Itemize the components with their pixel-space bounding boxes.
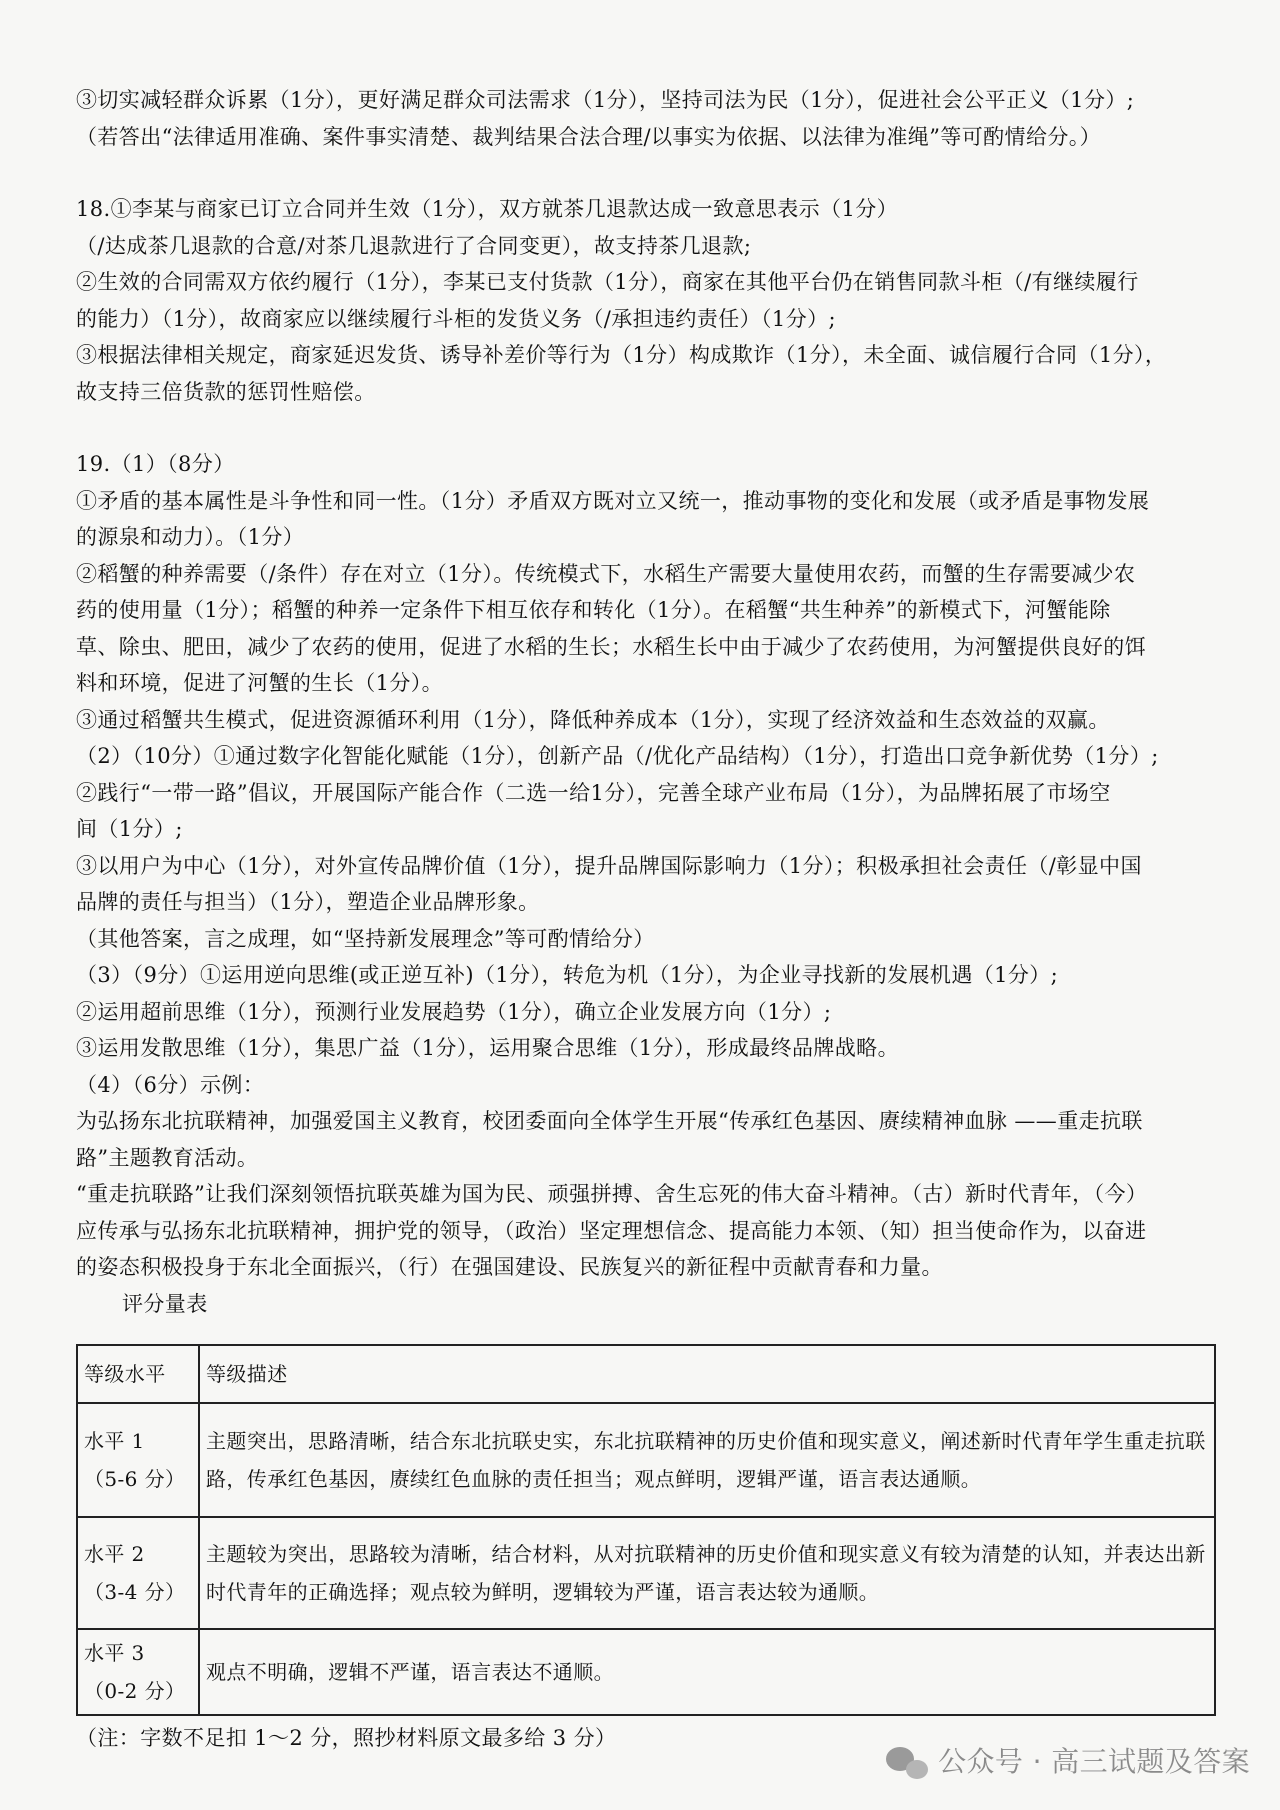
table-row bbox=[77, 1517, 1215, 1629]
q19-line: 药的使用量（1分）；稻蟹的种养一定条件下相互依存和转化（1分）。在稻蟹“共生种养”的新模式下，河蟹能除 bbox=[76, 598, 1111, 622]
q19-line: 路”主题教育活动。 bbox=[76, 1145, 259, 1170]
watermark bbox=[886, 1744, 1250, 1781]
table-row bbox=[77, 1403, 1215, 1517]
q19-line: （3）（9分）①运用逆向思维(或正逆互补)（1分），转危为机（1分），为企业寻找新的发展机遇（1分）; bbox=[76, 963, 1059, 987]
table-header-row bbox=[77, 1345, 1215, 1403]
level-name: 水平 2 bbox=[84, 1542, 145, 1566]
level-cell bbox=[77, 1629, 199, 1715]
level-name: 水平 1 bbox=[84, 1429, 145, 1453]
q18-line: ③根据法律相关规定，商家延迟发货、诱导补差价等行为（1分）构成欺诈（1分），未全面、诚信履行合同（1分）， bbox=[76, 343, 1167, 367]
q19-line: 间（1分）; bbox=[76, 817, 183, 841]
level-description: 观点不明确，逻辑不严谨，语言表达不通顺。 bbox=[199, 1629, 1215, 1715]
q18-line: 的能力）（1分），故商家应以继续履行斗柜的发货义务（/承担违约责任）（1分）; bbox=[76, 306, 836, 331]
wechat-icon bbox=[886, 1745, 928, 1779]
level-name: 水平 3 bbox=[84, 1641, 145, 1665]
q19-line: “重走抗联路”让我们深刻领悟抗联英雄为国为民、顽强拼搏、舍生忘死的伟大奋斗精神。（古）新时代青年，（今） bbox=[76, 1182, 1148, 1206]
q19-line: ②运用超前思维（1分），预测行业发展趋势（1分），确立企业发展方向（1分）; bbox=[76, 999, 832, 1024]
rubric-note: （注：字数不足扣 1～2 分，照抄材料原文最多给 3 分） bbox=[76, 1726, 617, 1750]
rubric-table bbox=[76, 1344, 1216, 1716]
spacer bbox=[76, 410, 1214, 446]
rubric-title: 评分量表 bbox=[122, 1291, 208, 1316]
level-range: （3-4 分） bbox=[84, 1580, 186, 1604]
level-range: （5-6 分） bbox=[84, 1467, 186, 1491]
q19-line: 的源泉和动力）。（1分） bbox=[76, 525, 305, 549]
q19-line: 草、除虫、肥田，减少了农药的使用，促进了水稻的生长；水稻生长中由于减少了农药使用，为河蟹提供良好的饵 bbox=[76, 634, 1146, 659]
q18-line: 故支持三倍货款的惩罚性赔偿。 bbox=[76, 379, 376, 404]
table-row bbox=[77, 1629, 1215, 1715]
level-cell bbox=[77, 1403, 199, 1517]
q18-line: （/达成茶几退款的合意/对茶几退款进行了合同变更），故支持茶几退款; bbox=[76, 233, 752, 258]
column-header: 等级描述 bbox=[199, 1345, 1215, 1403]
level-description: 主题突出，思路清晰，结合东北抗联史实，东北抗联精神的历史价值和现实意义，阐述新时代青年学生重走抗联路，传承红色基因，赓续红色血脉的责任担当；观点鲜明，逻辑严谨，语言表达通顺。 bbox=[199, 1403, 1215, 1517]
level-cell bbox=[77, 1517, 199, 1629]
q18-line: 18.①李某与商家已订立合同并生效（1分），双方就茶几退款达成一致意思表示（1分） bbox=[76, 197, 899, 221]
q19-line: ②践行“一带一路”倡议，开展国际产能合作（二选一给1分），完善全球产业布局（1分），为品牌拓展了市场空 bbox=[76, 780, 1111, 805]
level-range: （0-2 分） bbox=[84, 1679, 186, 1703]
q19-line: ①矛盾的基本属性是斗争性和同一性。（1分）矛盾双方既对立又统一，推动事物的变化和发展（或矛盾是事物发展 bbox=[76, 488, 1150, 513]
q19-line: 品牌的责任与担当）（1分），塑造企业品牌形象。 bbox=[76, 890, 540, 914]
q19-line: （其他答案，言之成理，如“坚持新发展理念”等可酌情给分） bbox=[76, 926, 655, 951]
level-description: 主题较为突出，思路较为清晰，结合材料，从对抗联精神的历史价值和现实意义有较为清楚的认知，并表达出新时代青年的正确选择；观点较为鲜明，逻辑较为严谨，语言表达较为通顺。 bbox=[199, 1517, 1215, 1629]
answer-line: ③切实减轻群众诉累（1分），更好满足群众司法需求（1分），坚持司法为民（1分），促进社会公平正义（1分）; bbox=[76, 88, 1135, 112]
column-header: 等级水平 bbox=[77, 1345, 199, 1403]
q19-line: 应传承与弘扬东北抗联精神，拥护党的领导，（政治）坚定理想信念、提高能力本领、（知）担当使命作为，以奋进 bbox=[76, 1218, 1147, 1243]
q18-line: ②生效的合同需双方依约履行（1分），李某已支付货款（1分），商家在其他平台仍在销售同款斗柜（/有继续履行 bbox=[76, 270, 1139, 294]
q19-line: （4）（6分）示例： bbox=[76, 1072, 265, 1097]
q19-line: 料和环境，促进了河蟹的生长（1分）。 bbox=[76, 671, 444, 695]
q19-line: 为弘扬东北抗联精神，加强爱国主义教育，校团委面向全体学生开展“传承红色基因、赓续精神血脉 ——重走抗联 bbox=[76, 1109, 1143, 1133]
q19-line: ③以用户为中心（1分），对外宣传品牌价值（1分），提升品牌国际影响力（1分）；积极承担社会责任（/彰显中国 bbox=[76, 853, 1142, 878]
answer-line: （若答出“法律适用准确、案件事实清楚、裁判结果合法合理/以事实为依据、以法律为准绳”等可酌情给分。） bbox=[76, 124, 1102, 149]
q19-line: 的姿态积极投身于东北全面振兴，（行）在强国建设、民族复兴的新征程中贡献青春和力量。 bbox=[76, 1255, 943, 1279]
watermark-text: 公众号 · 高三试题及答案 bbox=[938, 1744, 1250, 1778]
spacer bbox=[76, 155, 1214, 191]
q19-line: （2）（10分）①通过数字化智能化赋能（1分），创新产品（/优化产品结构）（1分），打造出口竞争新优势（1分）; bbox=[76, 744, 1159, 768]
q19-line: ②稻蟹的种养需要（/条件）存在对立（1分）。传统模式下，水稻生产需要大量使用农药，而蟹的生存需要减少农 bbox=[76, 561, 1136, 586]
q19-line: ③运用发散思维（1分），集思广益（1分），运用聚合思维（1分），形成最终品牌战略。 bbox=[76, 1036, 899, 1060]
q19-line: ③通过稻蟹共生模式，促进资源循环利用（1分），降低种养成本（1分），实现了经济效益和生态效益的双赢。 bbox=[76, 707, 1110, 732]
q19-heading: 19.（1）（8分） bbox=[76, 452, 235, 476]
